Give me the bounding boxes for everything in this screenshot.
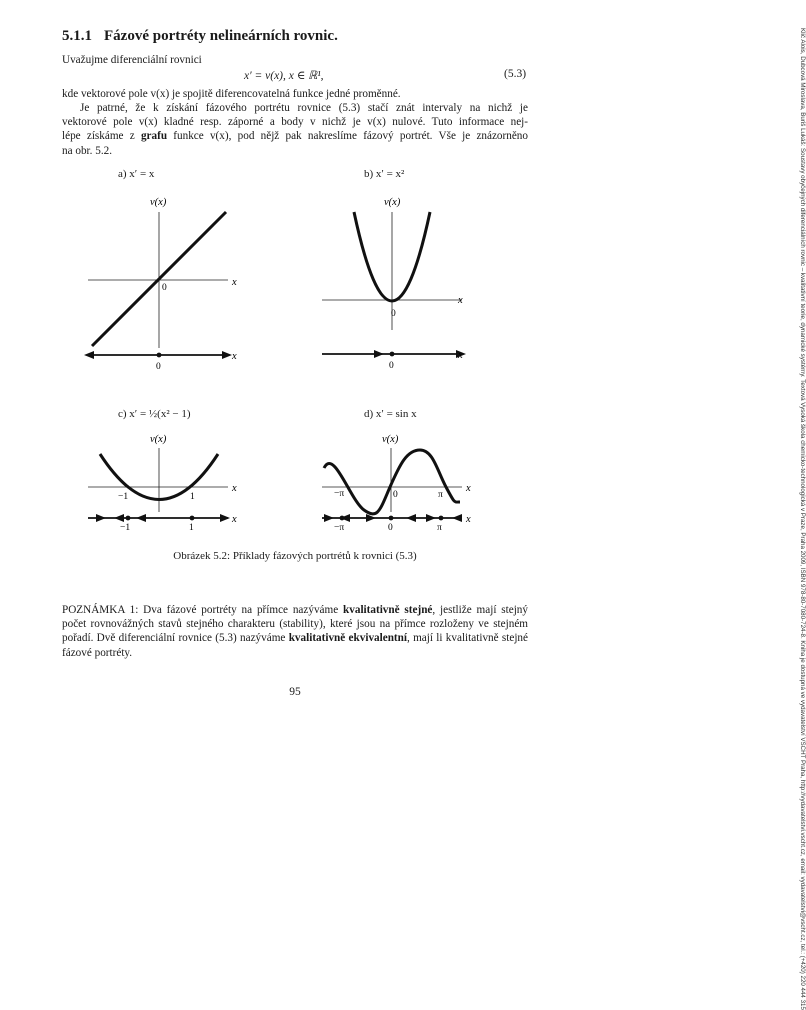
graph-tick-label: 0 [162,283,167,293]
y-axis-label: v(x) [382,434,399,445]
equilibrium-point-pi [439,516,444,521]
panel-c-label: c) x′ = ½(x² − 1) [118,408,191,420]
x-axis-label: x [458,295,463,306]
phase-x-label: x [232,351,237,362]
function-curve [324,450,460,514]
paragraph-2-bold: grafu [140,130,168,143]
phase-arrow [426,514,436,522]
phase-arrow [406,514,416,522]
equilibrium-point-neg-pi [340,516,345,521]
panel-d-label: d) x′ = sin x [364,408,417,420]
section-number: 5.1.1 [62,28,92,44]
section-title: Fázové portréty nelineárních rovnic. [104,28,338,44]
panel-b-label: b) x′ = x² [364,168,405,180]
phase-arrow-right [222,351,232,359]
remark-term-1: kvalitativně stejné [343,604,433,616]
section-heading [62,28,338,45]
phase-arrow [374,350,384,358]
graph-tick-label-pos: 1 [190,492,195,502]
equilibrium-point-neg [126,516,131,521]
equilibrium-point-pos [190,516,195,521]
panel-c-plot [78,430,253,535]
phase-tick-label-neg-pi: −π [334,523,345,533]
equilibrium-point [157,353,162,358]
phase-arrow [220,514,230,522]
phase-arrow [114,514,124,522]
x-axis-label: x [232,277,237,288]
phase-arrow [136,514,146,522]
phase-arrow [96,514,106,522]
graph-tick-label-neg: −1 [118,492,129,502]
phase-tick-label: 0 [389,361,394,371]
phase-arrow [324,514,334,522]
paragraph-2-line-2: vektorové pole v(x) kladné resp. záporné a body v nichž je v(x) nulové. Tuto informace nej- [62,116,528,129]
phase-tick-label-pi: π [437,523,442,533]
phase-arrow [452,514,462,522]
panel-a-label: a) x′ = x [118,168,155,180]
x-axis-label: x [232,483,237,494]
y-axis-label: v(x) [384,197,401,208]
paragraph-2-line-3 [62,129,528,143]
figure-caption: Obrázek 5.2: Příklady fázových portrétů k rovnici (5.3) [173,550,417,562]
graph-tick-label-zero: 0 [393,490,398,500]
phase-x-label: x [458,350,463,361]
remark-lead: POZNÁMKA 1: [62,604,139,616]
phase-x-label: x [232,514,237,525]
equilibrium-point [390,352,395,357]
graph-tick-label: 0 [391,309,396,319]
page-number: 95 [289,686,301,698]
equilibrium-point-zero [389,516,394,521]
paragraph-2-text: lépe získáme z [62,130,141,143]
remark-text-1: Dva fázové portréty na přímce nazýváme [138,604,344,616]
paragraph-2-line-4: na obr. 5.2. [62,144,113,157]
y-axis-label: v(x) [150,197,167,208]
equation-number: (5.3) [504,68,527,80]
x-axis-label: x [466,483,471,494]
remark-text-2: , jestliže mají stejný počet rovnovážných stavů stejného charakteru (stability), které jsou na přímce rozloženy ve stejném pořadí. Dvě diferenciální rovnice (5.3) nazýváme [62,604,528,645]
phase-tick-label-zero: 0 [388,523,393,533]
equation: x′ = v(x), x ∈ ℝ¹, [244,70,324,82]
remark-term-2: kvalitativně ekvivalentní [288,632,407,645]
phase-tick-label-pos: 1 [189,523,194,533]
intro-text: Uvažujme diferenciální rovnici [62,54,202,66]
graph-tick-label-neg-pi: −π [334,489,345,499]
phase-tick-label-neg: −1 [120,523,131,533]
phase-arrow-left [84,351,94,359]
side-note: Klič Alois, Dubcová Miroslava, Buriš Lukáš: Soustavy obyčejných diferenciálních rovnic – kvalitativní teorie, dynamické systémy. Textová Vysoká škola chemicko-technologická v Praze, Praha 2009, ISBN 978-80-7080-724-8. Kniha je dostupná ve vydavatelství VŠCHT Praha, http://vydavatelstvi.vscht.cz, email: vydavatelstvi@vscht.cz, tel.: (+420) 220 444 315 [799,28,806,1010]
paragraph-2 [62,101,528,158]
panel-b-plot [312,190,487,375]
remark [62,603,528,660]
paragraph-2-text-2: funkce v(x), pod nějž pak nakreslíme fázový portrét. Vše je znázorněno [167,130,528,143]
graph-tick-label-pi: π [438,490,443,500]
y-axis-label: v(x) [150,434,167,445]
remark-text-3: , mají li kvalitativně stejné fázové portréty. [62,632,528,659]
phase-arrow [366,514,376,522]
phase-tick-label: 0 [156,362,161,372]
paragraph-1: kde vektorové pole v(x) je spojitě diferencovatelná funkce jedné proměnné. [62,88,401,100]
paragraph-2-line-1: Je patrné, že k získání fázového portrétu rovnice (5.3) stačí znát intervaly na nichž je [80,102,528,114]
phase-x-label: x [466,514,471,525]
panel-a-plot [78,190,253,375]
panel-d-plot [312,430,487,535]
